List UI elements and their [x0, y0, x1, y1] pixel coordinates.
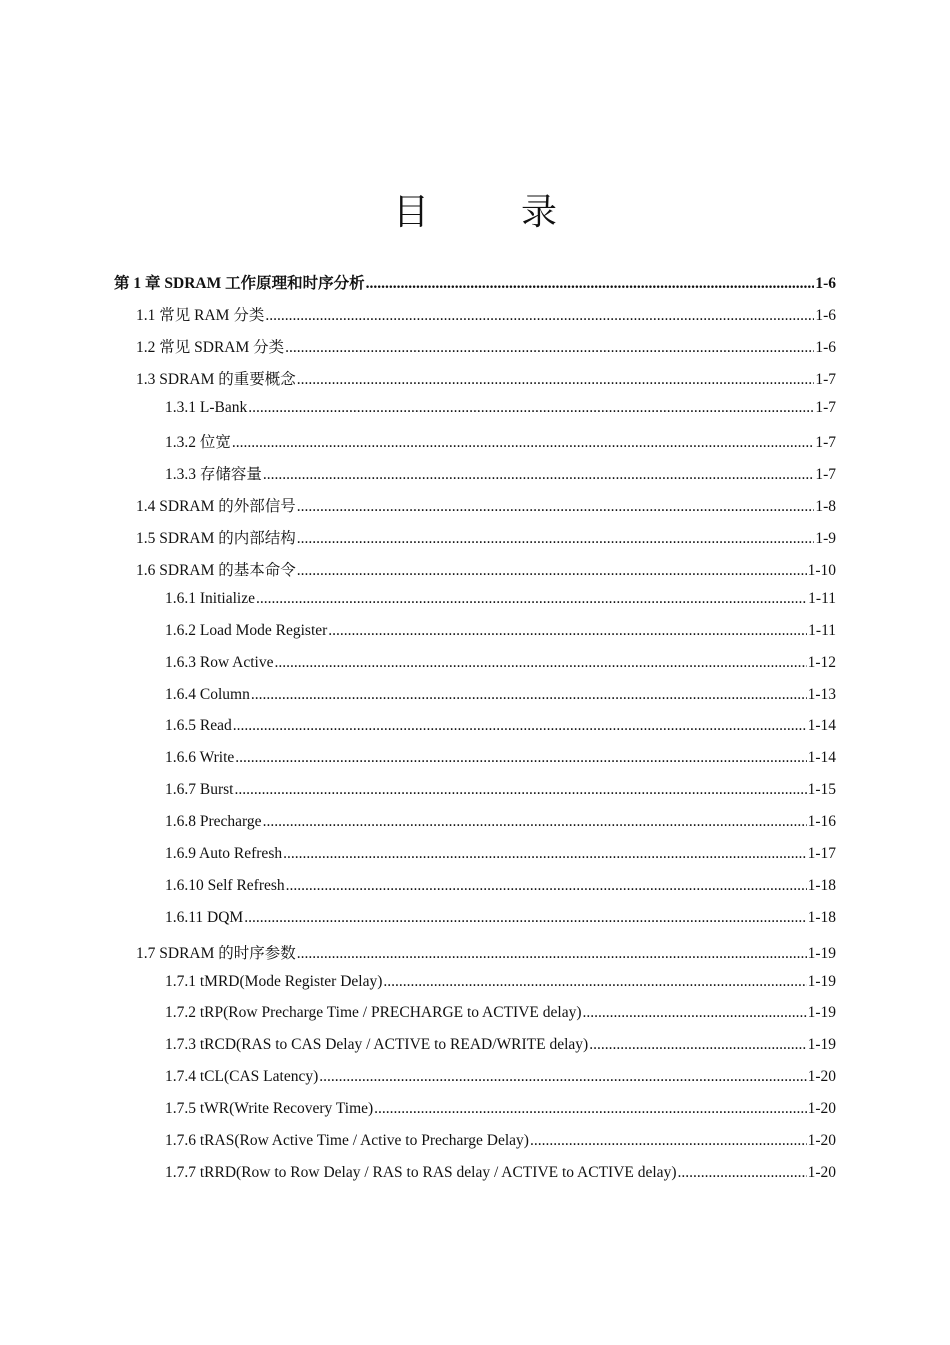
toc-entry-label: 1.6.8 Precharge — [165, 813, 262, 831]
toc-entry[interactable] — [114, 526, 836, 558]
toc-entry-label: 1.6.2 Load Mode Register — [165, 621, 328, 639]
dot-leader — [275, 654, 807, 672]
dot-leader — [297, 945, 807, 963]
toc-entry-page-number: 1-19 — [807, 972, 836, 990]
toc-entry[interactable] — [114, 1132, 836, 1164]
toc-entry-page-number: 1-12 — [807, 653, 836, 671]
toc-entry[interactable] — [114, 749, 836, 781]
dot-leader — [297, 498, 815, 516]
toc-entry-page-number: 1-18 — [807, 908, 836, 926]
toc-entry-page-number: 1-14 — [807, 717, 836, 735]
toc-entry-page-number: 1-9 — [815, 530, 836, 548]
dot-leader — [283, 845, 806, 863]
dot-leader — [583, 1004, 807, 1022]
toc-entry-label: 1.6.7 Burst — [165, 781, 234, 799]
toc-entry-page-number: 1-20 — [807, 1163, 836, 1181]
toc-entry-label: 1.3 SDRAM 的重要概念 — [136, 370, 296, 388]
toc-entry-page-number: 1-7 — [815, 370, 836, 388]
toc-entry-label: 1.7.6 tRAS(Row Active Time / Active to Precharge Delay) — [165, 1132, 529, 1150]
dot-leader — [256, 590, 807, 608]
dot-leader — [374, 1100, 806, 1118]
dot-leader — [589, 1036, 806, 1054]
toc-entry[interactable] — [114, 973, 836, 1005]
dot-leader — [286, 877, 807, 895]
toc-entry[interactable] — [114, 1036, 836, 1068]
toc-entry-page-number: 1-20 — [807, 1068, 836, 1086]
toc-entry[interactable] — [114, 303, 836, 335]
toc-title: 目 录 — [392, 192, 585, 233]
toc-entry[interactable] — [114, 781, 836, 813]
toc-entry-page-number: 1-11 — [808, 621, 836, 639]
toc-entry[interactable] — [114, 1100, 836, 1132]
toc-entry-label: 1.6.9 Auto Refresh — [165, 845, 283, 863]
toc-entry-page-number: 1-18 — [807, 876, 836, 894]
toc-entry[interactable] — [114, 717, 836, 749]
toc-entry-label: 1.2 常见 SDRAM 分类 — [136, 338, 285, 356]
dot-leader — [232, 434, 814, 452]
toc-entry-page-number: 1-19 — [807, 1036, 836, 1054]
toc-entry-label: 1.6.1 Initialize — [165, 589, 255, 607]
toc-entry[interactable] — [114, 1004, 836, 1036]
toc-entry[interactable] — [114, 1068, 836, 1100]
toc-entry-label: 1.7.1 tMRD(Mode Register Delay) — [165, 972, 383, 990]
dot-leader — [366, 275, 815, 293]
toc-entry[interactable] — [114, 909, 836, 941]
toc-entry-page-number: 1-19 — [807, 1004, 836, 1022]
toc-entry[interactable] — [114, 399, 836, 431]
toc-entry-page-number: 1-7 — [815, 398, 836, 416]
toc-entry[interactable] — [114, 590, 836, 622]
dot-leader — [530, 1132, 807, 1150]
toc-entry[interactable] — [114, 845, 836, 877]
toc-entry-label: 1.1 常见 RAM 分类 — [136, 306, 265, 324]
dot-leader — [297, 530, 815, 548]
toc-entry-page-number: 1-13 — [807, 685, 836, 703]
toc-entry-label: 1.7.2 tRP(Row Precharge Time / PRECHARGE to ACTIVE delay) — [165, 1004, 582, 1022]
toc-entry[interactable] — [114, 335, 836, 367]
toc-entry[interactable] — [114, 558, 836, 590]
dot-leader — [263, 466, 814, 484]
toc-entry[interactable] — [114, 430, 836, 462]
toc-entry-label: 1.7.4 tCL(CAS Latency) — [165, 1068, 319, 1086]
toc-entry-page-number: 1-16 — [807, 813, 836, 831]
toc-entry-page-number: 1-17 — [807, 845, 836, 863]
toc-entry-label: 1.5 SDRAM 的内部结构 — [136, 530, 296, 548]
toc-entry-label: 1.7.5 tWR(Write Recovery Time) — [165, 1100, 374, 1118]
dot-leader — [297, 371, 815, 389]
toc-entry-page-number: 1-7 — [815, 466, 836, 484]
toc-entry-page-number: 1-11 — [808, 589, 836, 607]
toc-entry-page-number: 1-15 — [807, 781, 836, 799]
toc-entry-label: 1.3.1 L-Bank — [165, 398, 248, 416]
toc-entry-page-number: 1-6 — [815, 338, 836, 356]
dot-leader — [234, 781, 806, 799]
toc-entry[interactable] — [114, 813, 836, 845]
toc-entry-label: 1.6.6 Write — [165, 749, 235, 767]
toc-entry-label: 1.6.5 Read — [165, 717, 232, 735]
dot-leader — [263, 813, 807, 831]
table-of-contents — [114, 271, 836, 1196]
toc-entry-label: 1.6.11 DQM — [165, 908, 244, 926]
toc-entry-label: 1.6.10 Self Refresh — [165, 876, 285, 894]
toc-entry-label: 1.6 SDRAM 的基本命令 — [136, 562, 296, 580]
toc-entry-page-number: 1-7 — [815, 434, 836, 452]
toc-entry[interactable] — [114, 462, 836, 494]
toc-entry[interactable] — [114, 877, 836, 909]
toc-entry-page-number: 1-6 — [815, 306, 836, 324]
dot-leader — [297, 562, 807, 580]
dot-leader — [244, 909, 806, 927]
toc-entry[interactable] — [114, 686, 836, 718]
toc-entry-page-number: 1-19 — [807, 944, 836, 962]
toc-entry[interactable] — [114, 654, 836, 686]
toc-entry[interactable] — [114, 1164, 836, 1196]
toc-entry-label: 第 1 章 SDRAM 工作原理和时序分析 — [114, 275, 365, 292]
toc-entry-label: 1.6.3 Row Active — [165, 653, 274, 671]
dot-leader — [251, 686, 807, 704]
toc-entry-label: 1.7.3 tRCD(RAS to CAS Delay / ACTIVE to READ/WRITE delay) — [165, 1036, 589, 1054]
dot-leader — [265, 307, 814, 325]
dot-leader — [328, 622, 807, 640]
toc-entry-page-number: 1-14 — [807, 749, 836, 767]
toc-entry[interactable] — [114, 622, 836, 654]
toc-entry-label: 1.6.4 Column — [165, 685, 250, 703]
toc-entry-label: 1.3.3 存储容量 — [165, 466, 262, 484]
toc-entry[interactable] — [114, 367, 836, 399]
dot-leader — [383, 973, 806, 991]
dot-leader — [677, 1164, 806, 1182]
toc-entry-page-number: 1-10 — [807, 562, 836, 580]
toc-entry[interactable] — [114, 494, 836, 526]
toc-entry-label: 1.7 SDRAM 的时序参数 — [136, 944, 296, 962]
dot-leader — [285, 339, 814, 357]
dot-leader — [235, 749, 806, 767]
toc-entry-page-number: 1-6 — [815, 275, 836, 292]
dot-leader — [319, 1068, 806, 1086]
toc-entry[interactable] — [114, 941, 836, 973]
toc-entry-label: 1.4 SDRAM 的外部信号 — [136, 498, 296, 516]
toc-entry[interactable] — [114, 271, 836, 303]
toc-entry-page-number: 1-8 — [815, 498, 836, 516]
dot-leader — [248, 399, 814, 417]
dot-leader — [233, 717, 807, 735]
toc-entry-page-number: 1-20 — [807, 1132, 836, 1150]
toc-entry-label: 1.3.2 位宽 — [165, 434, 231, 452]
toc-entry-page-number: 1-20 — [807, 1100, 836, 1118]
toc-entry-label: 1.7.7 tRRD(Row to Row Delay / RAS to RAS delay / ACTIVE to ACTIVE delay) — [165, 1163, 677, 1181]
